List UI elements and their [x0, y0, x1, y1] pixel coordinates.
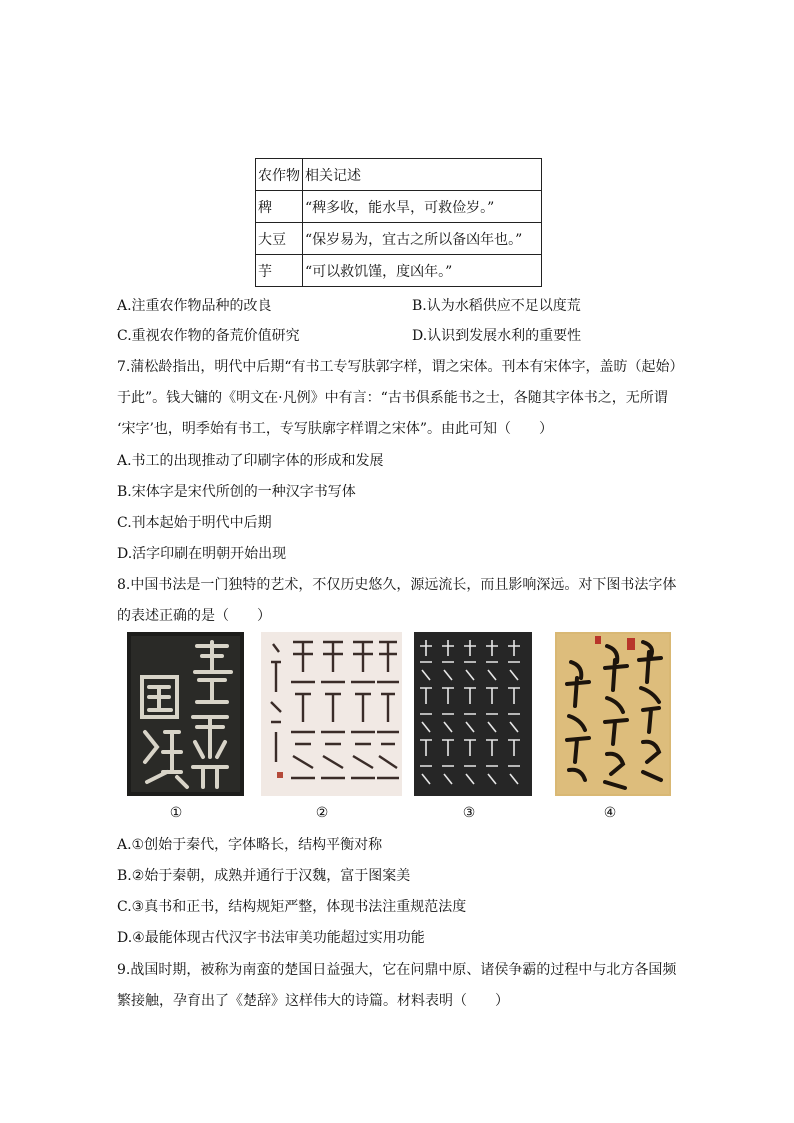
table-cell: “保岁易为，宜古之所以备凶年也。” — [303, 223, 542, 255]
q8-stem-line2: 的表述正确的是（ ） — [117, 608, 271, 624]
q8-option-d: D.④最能体现古代汉字书法审美功能超过实用功能 — [117, 930, 425, 946]
q6-option-c: C.重视农作物的备荒价值研究 — [117, 328, 300, 344]
q7-option-a: A.书工的出现推动了印刷字体的形成和发展 — [117, 453, 384, 469]
calligraphy-image-clerical-script — [261, 632, 402, 796]
calligraphy-image-seal-script — [127, 632, 244, 796]
table-cell: “稗多收，能水旱，可救俭岁。” — [303, 191, 542, 223]
image-caption-2: ② — [315, 805, 329, 821]
q6-option-b: B.认为水稻供应不足以度荒 — [412, 298, 581, 314]
q6-option-a: A.注重农作物品种的改良 — [117, 298, 272, 314]
table-row — [256, 191, 542, 223]
q9-stem-line1: 9.战国时期，被称为南蛮的楚国日益强大，它在问鼎中原、诸侯争霸的过程中与北方各国频 — [117, 962, 677, 978]
q7-option-d: D.活字印刷在明朝开始出现 — [117, 546, 287, 562]
q8-option-a: A.①创始于秦代，字体略长，结构平衡对称 — [117, 837, 383, 853]
q9-stem-line2: 繁接触，孕育出了《楚辞》这样伟大的诗篇。材料表明（ ） — [117, 993, 509, 1009]
q8-option-c: C.③真书和正书，结构规矩严整，体现书法注重规范法度 — [117, 899, 467, 915]
table-header-cell: 相关记述 — [303, 159, 542, 191]
image-caption-4: ④ — [603, 805, 617, 821]
table-header-row — [256, 159, 542, 191]
image-caption-3: ③ — [462, 805, 476, 821]
q7-option-c: C.刊本起始于明代中后期 — [117, 515, 272, 531]
table-cell: 芋 — [256, 255, 303, 287]
q7-option-b: B.宋体字是宋代所创的一种汉字书写体 — [117, 484, 356, 500]
table-row — [256, 223, 542, 255]
calligraphy-image-running-script — [555, 632, 671, 796]
table-cell: “可以救饥馑，度凶年。” — [303, 255, 542, 287]
calligraphy-image-regular-script — [414, 632, 532, 796]
table-cell: 稗 — [256, 191, 303, 223]
image-caption-1: ① — [169, 805, 183, 821]
crop-table — [255, 158, 542, 287]
q7-stem-line1: 7.蒲松龄指出，明代中后期“有书工专写肤郭字样，谓之宋体。刊本有宋体字，盖昉（起始） — [117, 359, 684, 375]
q8-option-b: B.②始于秦朝，成熟并通行于汉魏，富于图案美 — [117, 868, 411, 884]
q8-stem-line1: 8.中国书法是一门独特的艺术，不仅历史悠久，源远流长，而且影响深远。对下图书法字体 — [117, 577, 677, 593]
q7-stem-line3: ‘宋字’也，明季始有书工，专写肤廓字样谓之宋体”。由此可知（ ） — [117, 421, 554, 437]
table-row — [256, 255, 542, 287]
q7-stem-line2: 于此”。钱大镛的《明文在·凡例》中有言：“古书俱系能书之士，各随其字体书之，无所谓 — [117, 390, 668, 406]
q6-option-d: D.认识到发展水利的重要性 — [412, 328, 582, 344]
table-cell: 大豆 — [256, 223, 303, 255]
table-header-cell: 农作物 — [256, 159, 303, 191]
